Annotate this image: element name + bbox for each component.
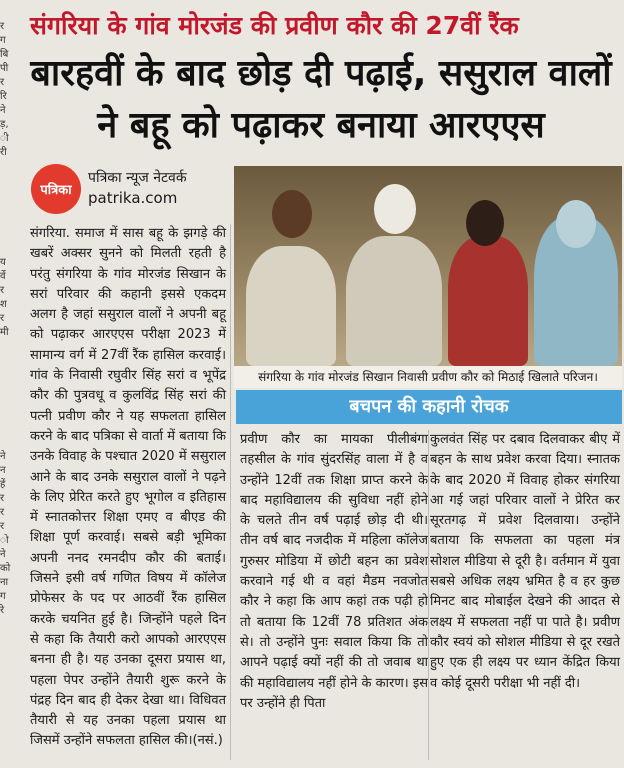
article-column-3: कुलवंत सिंह पर दबाव दिलवाकर बीए में बहन के साथ प्रवेश करवा दिया। स्नातक के बाद 2020 में विवाह होकर संगरिया आ गई जहां परिवार वालों ने प्रेरित कर सूरतगढ़ में प्रवेश दिलवाया। उन्होंने बताया कि सफलता का पहला मंत्र सोशल मीडिया से दूरी है। वर्तमान में युवा सबसे अधिक लक्ष्य भ्रमित है व हर कुछ मिनट बाद मोबाईल देखने की आदत से लक्ष्य में सफलता नहीं पा पाते है। प्रवीण कौर स्वयं को सोशल मीडिया से दूर रखते हुए एक ही लक्ष्य पर ध्यान केंद्रित किया व कोई दूसरी परीक्षा भी नहीं दी। bbox=[430, 432, 620, 691]
article-column-2: प्रवीण कौर का मायका पीलीबंगा तहसील के गांव सुंदरसिंह वाला में है व उन्होंने 12वीं तक शिक्षा प्राप्त करने के बाद महाविद्यालय की सुविधा नहीं होने के चलते तीन वर्ष पढ़ाई छोड़ दी थी। तीन वर्ष बाद नजदीक में महिला कॉलेज गुरुसर मोडिया में छोटी बहन का प्रवेश करवाने गई थी व वहां मैडम नवजोत कौर ने कहा कि आप कहां तक पढ़ी हो तो बताया कि 12वीं 78 प्रतिशत अंक से। तो उन्होंने पुनः सवाल किया कि तो आपने पढ़ाई क्यों नहीं की तो जवाब था की महाविद्यालय नहीं होने के कारण। इस पर उन्होंने ही पिता bbox=[240, 432, 428, 711]
byline-agency: पत्रिका न्यूज नेटवर्क bbox=[88, 170, 187, 186]
column-divider bbox=[230, 224, 231, 760]
photo-head bbox=[272, 190, 312, 238]
main-headline: बारहवीं के बाद छोड़ दी पढ़ाई, ससुराल वालों ने बहू को पढ़ाकर बनाया आरएएस bbox=[30, 53, 612, 146]
family-photo bbox=[234, 166, 622, 366]
photo-person bbox=[448, 236, 528, 366]
kicker-headline: संगरिया के गांव मोरजंड की प्रवीण कौर की 27वीं रैंक bbox=[30, 11, 519, 40]
byline-site: patrika.com bbox=[88, 189, 178, 207]
section-heading: बचपन की कहानी रोचक bbox=[236, 390, 622, 424]
photo-person bbox=[246, 246, 336, 366]
byline bbox=[88, 168, 187, 208]
article-column-1: संगरिया. समाज में सास बहू के झगड़े की खबरें अक्सर सुनने को मिलती रहती है परंतु संगरिया के गांव मोरजंड सिखान के सरां परिवार की कहानी इससे एकदम अलग है जहां ससुराल वालों ने अपनी बहू को पढ़ाकर आरएएस परीक्षा 2023 में सामान्य वर्ग में 27वीं रैंक हासिल करवाई। गांव के निवासी रघुवीर सिंह सरां व भूपेंद्र कौर की पुत्रवधू व कुलविंद्र सिंह सरां की पत्नी प्रवीण कौर ने यह सफलता हासिल करने के बाद पत्रिका से वार्ता में बताया कि उनके विवाह के पश्चात 2020 में ससुराल आने के बाद उनके ससुराल वालों ने पढ़ने के लिए प्रेरित करते हुए भूगोल व इतिहास में स्नातकोत्तर शिक्षा एमए व बीएड की शिक्षा पूर्ण करवाई। सबसे बड़ी भूमिका अपनी ननद रमनदीप कौर की बताई। जिसने इसी वर्ष गणित विषय में कॉलेज प्रोफेसर के पद पर आठवीं रैंक हासिल करके चयनित हुई है। जिन्होंने पहले दिन से कहा कि तैयारी करो आपको आरएएस बनना ही है। यह उनका दूसरा प्रयास था, पहला पेपर उन्होंने तैयारी शुरू करने के पंद्रह दिन बाद ही देकर देखा था। विधिवत तैयारी से यह उनका पहला प्रयास था जिसमें उन्होंने सफलता हासिल की।(नसं.) bbox=[30, 226, 226, 749]
photo-head bbox=[556, 200, 596, 248]
column-divider bbox=[428, 430, 429, 760]
logo-text: पत्रिका bbox=[40, 183, 72, 198]
adjacent-column-fragment: र ग बि पी र रि ने ड़, ी री bbox=[0, 21, 9, 158]
photo-head bbox=[466, 200, 504, 246]
patrika-logo bbox=[31, 164, 81, 214]
photo-person bbox=[346, 236, 442, 366]
adjacent-column-fragment: ने न हें र र र ो ने को ना ग रे bbox=[0, 451, 11, 616]
adjacent-column-fragment: य र्वे र श र मी bbox=[0, 257, 9, 338]
photo-head bbox=[374, 184, 416, 234]
photo-caption: संगरिया के गांव मोरजंड सिखान निवासी प्रवीण कौर को मिठाई खिलाते परिजन। bbox=[234, 366, 622, 388]
